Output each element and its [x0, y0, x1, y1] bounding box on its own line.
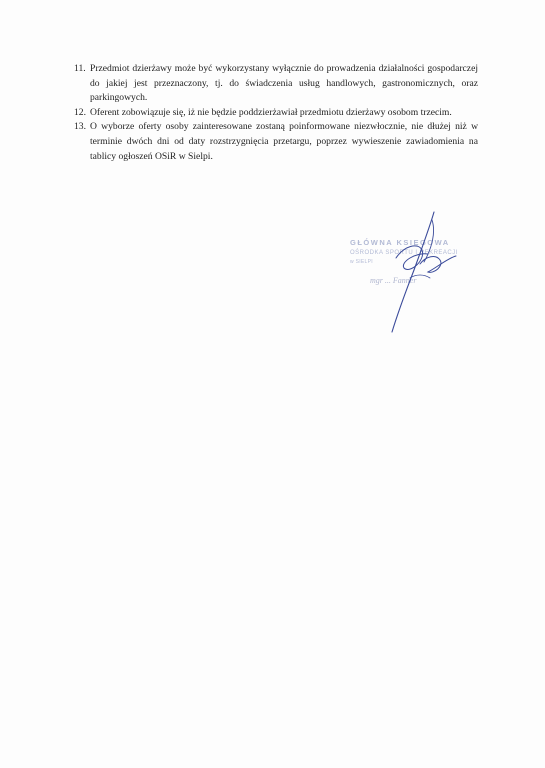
item-text: Przedmiot dzierżawy może być wykorzystany wyłącznie do prowadzenia działalności gospodarczej do jakiej jest przeznaczony, tj. do świadczenia usług handlowych, gastronomicznych, oraz parkingowych. — [90, 63, 478, 104]
handwritten-signature — [370, 208, 470, 338]
item-text: O wyborze oferty osoby zainteresowane zostaną poinformowane niezwłocznie, nie dłużej niż w terminie dwóch dni od daty rozstrzygnięcia przetargu, poprzez wywieszenie zawiadomienia na tablicy ogłoszeń OSiR w Sielpi. — [90, 121, 478, 162]
stamp-title: GŁÓWNA KSIĘGOWA — [350, 238, 450, 247]
item-number: 11. — [74, 63, 86, 74]
stamp-institution: OŚRODKA SPORTU I REKREACJI — [350, 250, 458, 256]
item-text: Oferent zobowiązuje się, iż nie będzie poddzierżawiał przedmiotu dzierżawy osobom trzecim. — [90, 106, 452, 118]
list-item — [76, 62, 478, 106]
stamp-location: w SIELPI — [350, 259, 373, 265]
item-number: 12. — [74, 106, 86, 118]
list-item — [76, 120, 478, 164]
item-number: 13. — [74, 121, 86, 133]
numbered-list — [76, 62, 478, 164]
stamp-name: mgr ... Fanner — [370, 276, 417, 285]
list-item — [76, 106, 478, 121]
